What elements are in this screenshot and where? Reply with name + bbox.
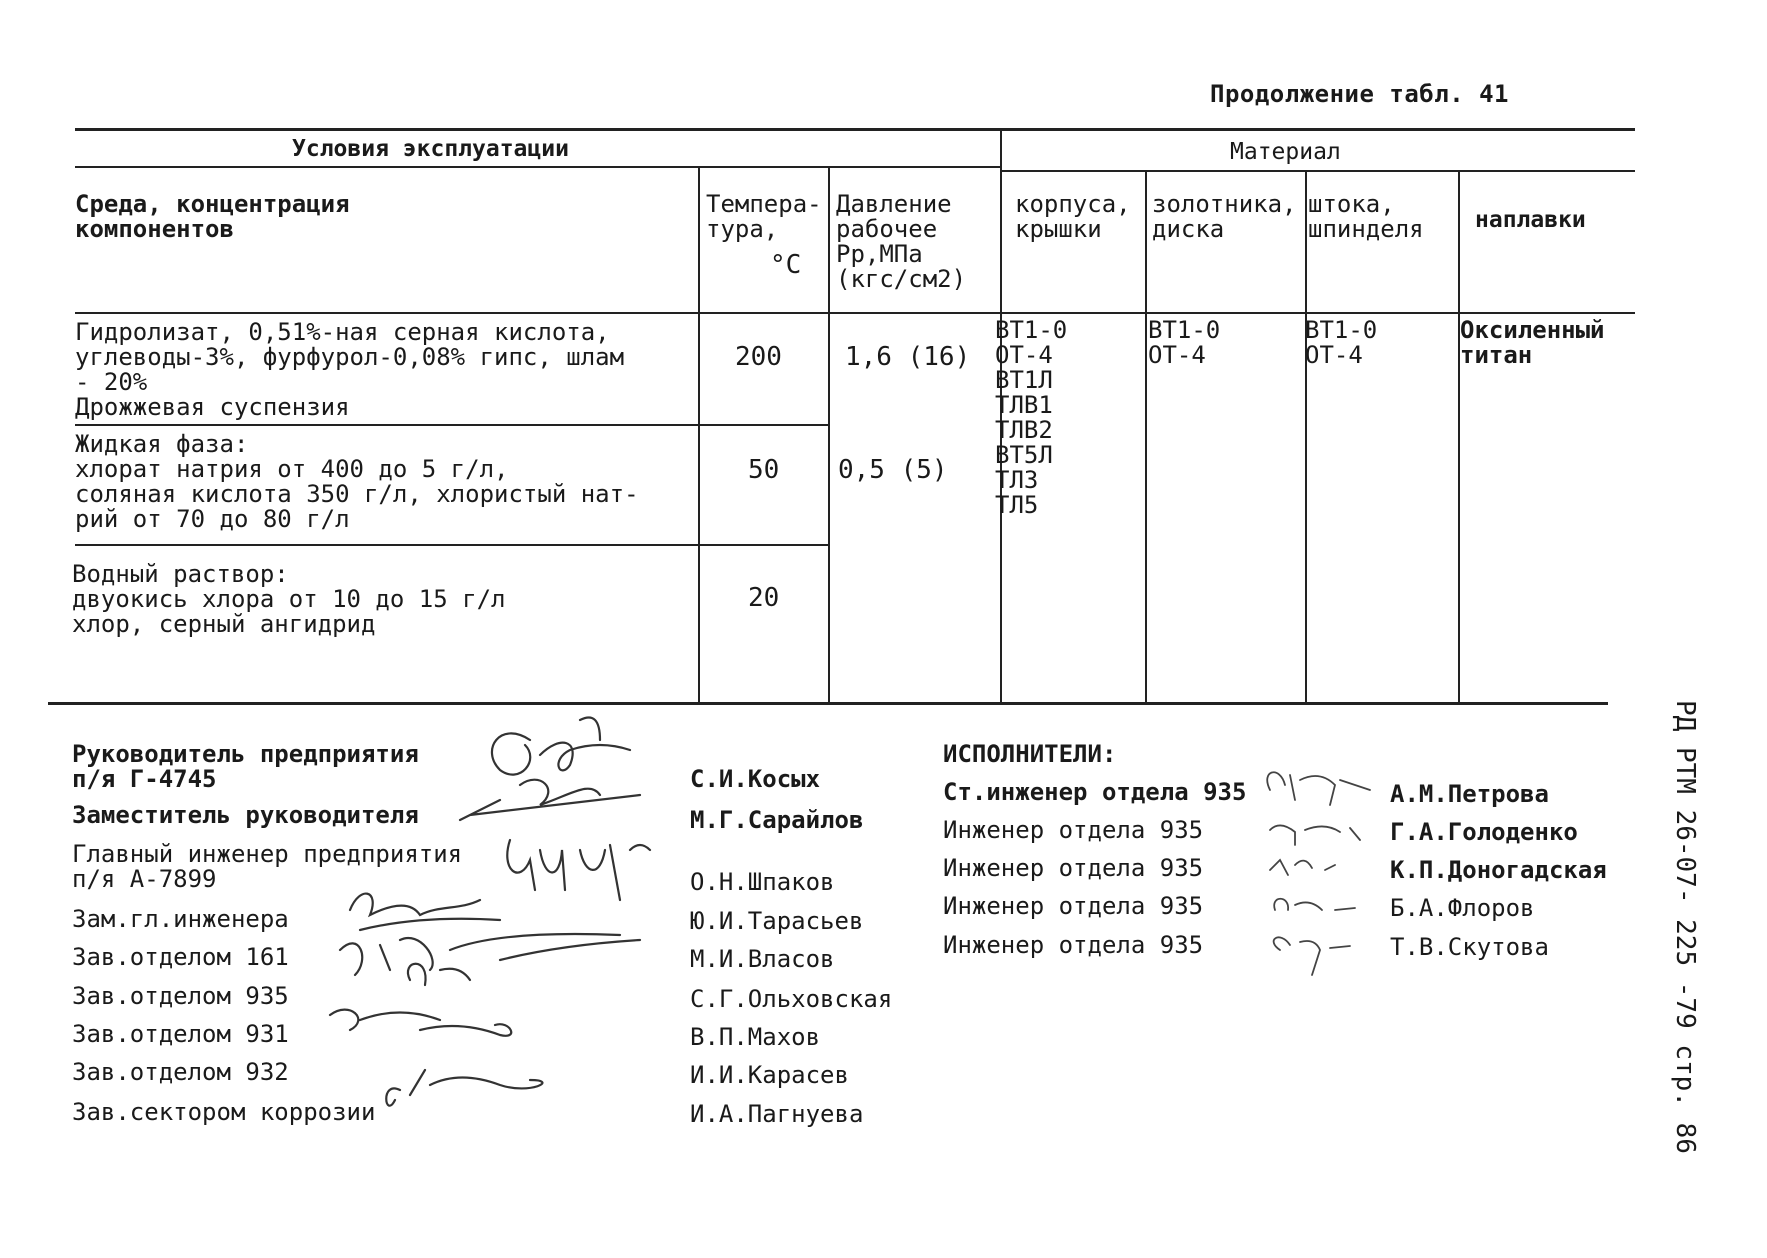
- signatory-name: О.Н.Шпаков: [690, 868, 835, 896]
- row2-medium: Жидкая фаза: хлорат натрия от 400 до 5 г/л, соляная кислота 350 г/л, хлористый нат- рий от 70 до 80 г/л: [75, 430, 639, 533]
- conditions-subheader-rule: [75, 166, 1000, 168]
- signatory-position: Руководитель предприятия п/я Г-4745: [72, 740, 419, 793]
- signatory-position: Зав.отделом 935: [72, 982, 289, 1010]
- row2-temperature: 50: [748, 455, 780, 485]
- col-header-disc: золотника, диска: [1152, 190, 1297, 243]
- stem-col-divider: [1305, 170, 1307, 703]
- group-header-material: Материал: [1230, 139, 1341, 165]
- signatory-position: Зав.отделом 161: [72, 943, 289, 971]
- executor-position: Инженер отдела 935: [943, 931, 1204, 959]
- signatory-name: В.П.Махов: [690, 1023, 821, 1051]
- col-header-medium: Среда, концентрация компонентов: [75, 190, 350, 243]
- material-subheader-rule: [1000, 170, 1635, 172]
- material-surfacing: Оксиленный титан: [1460, 316, 1605, 369]
- signatory-position: Зав.отделом 931: [72, 1020, 289, 1048]
- document-code-vertical: РД РТМ 26-07- 225 -79 стр. 86: [1670, 700, 1700, 1154]
- col-header-temperature-unit: °C: [770, 250, 802, 280]
- signatory-name: С.И.Косых: [690, 765, 821, 793]
- row2-pressure: 0,5 (5): [838, 455, 948, 485]
- col-header-surfacing: наплавки: [1475, 207, 1586, 233]
- executor-name: А.М.Петрова: [1390, 780, 1549, 808]
- material-disc: BT1-0 ОТ-4: [1148, 316, 1221, 369]
- material-body: BT1-0 ОТ-4 ВТ1Л ТЛВ1 ТЛВ2 ВТ5Л ТЛ3 ТЛ5: [995, 316, 1068, 519]
- signatory-name: И.И.Карасев: [690, 1061, 849, 1089]
- executors-title: ИСПОЛНИТЕЛИ:: [943, 740, 1117, 768]
- group-header-conditions: Условия эксплуатации: [292, 136, 569, 162]
- col-header-pressure: Давление рабочее Pp,МПа (кгс/см2): [836, 190, 967, 293]
- executor-position: Инженер отдела 935: [943, 816, 1204, 844]
- signatory-position: Главный инженер предприятия п/я А-7899: [72, 840, 463, 893]
- signatory-name: М.И.Власов: [690, 945, 835, 973]
- signatory-position: Зав.отделом 932: [72, 1058, 289, 1086]
- handwritten-signatures-left: [300, 700, 720, 1140]
- col-header-body: корпуса, крышки: [1015, 190, 1131, 243]
- col-header-temperature: Темпера- тура,: [706, 190, 822, 243]
- surfacing-col-divider: [1458, 170, 1460, 703]
- row1-medium: Гидролизат, 0,51%-ная серная кислота, углеводы-3%, фурфурол-0,08% гипс, шлам - 20% Дрожжевая суспензия: [75, 318, 625, 421]
- executor-name: Б.А.Флоров: [1390, 894, 1535, 922]
- table-top-rule: [75, 128, 1635, 131]
- executor-name: Г.А.Голоденко: [1390, 818, 1578, 846]
- col-header-stem: штока, шпинделя: [1308, 190, 1424, 243]
- executor-name: К.П.Доногадская: [1390, 856, 1607, 884]
- row3-medium: Водный раствор: двуокись хлора от 10 до 15 г/л хлор, серный ангидрид: [72, 560, 506, 638]
- row1-bottom-rule: [75, 424, 830, 426]
- executor-position: Ст.инженер отдела 935: [943, 778, 1247, 806]
- row1-pressure: 1,6 (16): [845, 342, 971, 372]
- executor-position: Инженер отдела 935: [943, 892, 1204, 920]
- temp-col-divider: [698, 168, 700, 703]
- signatory-name: С.Г.Ольховская: [690, 985, 893, 1013]
- signatory-name: М.Г.Сарайлов: [690, 806, 864, 834]
- continuation-label: Продолжение табл. 41: [1210, 80, 1509, 108]
- signatory-position: Зам.гл.инженера: [72, 905, 289, 933]
- row1-temperature: 200: [735, 342, 782, 372]
- disc-col-divider: [1145, 170, 1147, 703]
- pressure-col-divider: [828, 168, 830, 703]
- signatory-name: И.А.Пагнуева: [690, 1100, 864, 1128]
- signatory-name: Ю.И.Тарасьев: [690, 907, 864, 935]
- header-bottom-rule: [75, 312, 1635, 314]
- signatory-position: Заместитель руководителя: [72, 801, 419, 829]
- handwritten-signatures-right: [1240, 760, 1400, 990]
- executor-name: Т.В.Скутова: [1390, 933, 1549, 961]
- executor-position: Инженер отдела 935: [943, 854, 1204, 882]
- material-stem: BT1-0 ОТ-4: [1305, 316, 1378, 369]
- signatory-position: Зав.сектором коррозии: [72, 1098, 376, 1126]
- row3-temperature: 20: [748, 583, 780, 613]
- row2-bottom-rule: [75, 544, 830, 546]
